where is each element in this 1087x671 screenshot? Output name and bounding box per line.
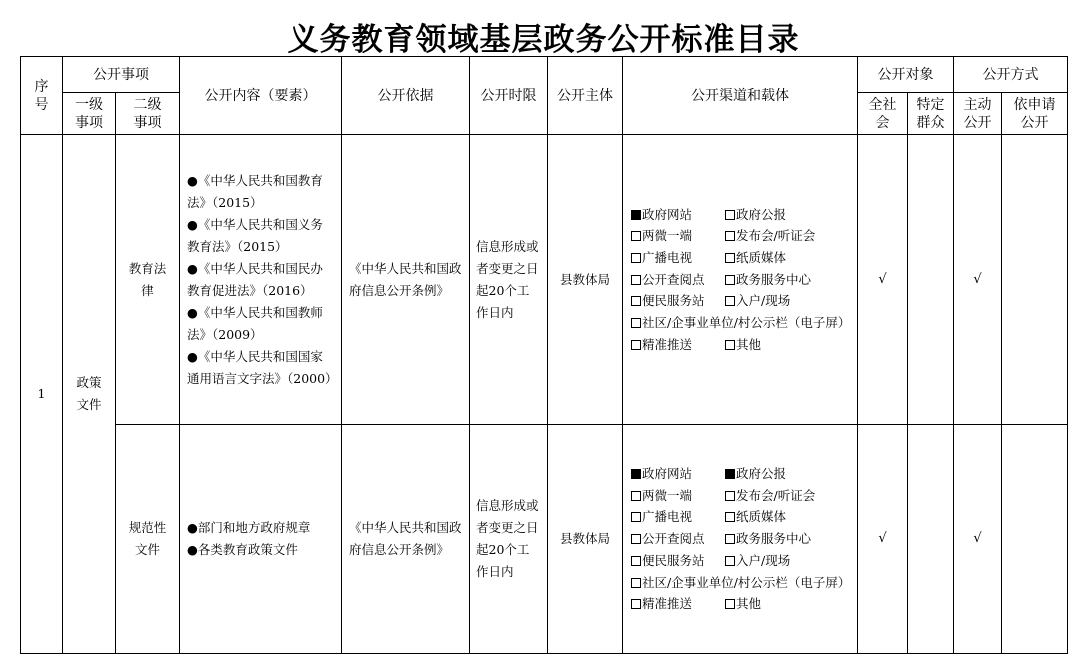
- table-row: [21, 135, 1068, 425]
- cell-basis: 《中华人民共和国政府信息公开条例》: [342, 425, 470, 654]
- header-subject: 公开主体: [548, 57, 623, 135]
- header-level1: 一级事项: [63, 93, 116, 135]
- channel-item: 政府公报: [725, 463, 786, 485]
- checkbox-icon: [631, 210, 641, 220]
- checkbox-icon: [631, 469, 641, 479]
- cell-active: √: [954, 425, 1002, 654]
- cell-content: [180, 425, 342, 654]
- cell-all-society: √: [858, 425, 908, 654]
- checkbox-icon: [631, 231, 641, 241]
- channel-item: 广播电视: [631, 247, 725, 269]
- table-row: [21, 425, 1068, 654]
- checkbox-icon: [631, 340, 641, 350]
- checkbox-icon: [631, 296, 641, 306]
- channel-item: 入户/现场: [725, 550, 790, 572]
- content-item: ●部门和地方政府规章: [187, 520, 311, 535]
- cell-channels: [623, 425, 858, 654]
- cell-on-request: [1002, 425, 1068, 654]
- header-method: 公开方式: [954, 57, 1068, 93]
- cell-seq: 1: [21, 135, 63, 654]
- checkbox-icon: [725, 534, 735, 544]
- channel-item: 公开查阅点: [631, 528, 725, 550]
- channel-item: 便民服务站: [631, 290, 725, 312]
- checkbox-icon: [631, 512, 641, 522]
- checkbox-icon: [725, 231, 735, 241]
- channel-item: 发布会/听证会: [725, 225, 815, 247]
- cell-subject: 县教体局: [548, 425, 623, 654]
- header-row-1: [21, 57, 1068, 93]
- channel-item: 政务服务中心: [725, 528, 811, 550]
- channel-item: 两微一端: [631, 225, 725, 247]
- cell-level2: 教育法律: [116, 135, 180, 425]
- channel-item: 纸质媒体: [725, 247, 786, 269]
- header-content: 公开内容（要素）: [180, 57, 342, 135]
- header-level2: 二级事项: [116, 93, 180, 135]
- checkbox-icon: [725, 210, 735, 220]
- checkbox-icon: [631, 578, 641, 588]
- catalog-table: [20, 56, 1068, 654]
- header-method-active: 主动公开: [954, 93, 1002, 135]
- cell-channels: [623, 135, 858, 425]
- content-item: ●各类教育政策文件: [187, 542, 298, 557]
- checkbox-icon: [631, 534, 641, 544]
- checkbox-icon: [725, 275, 735, 285]
- channel-item: 政府网站: [631, 204, 725, 226]
- cell-content: [180, 135, 342, 425]
- channel-item: 政务服务中心: [725, 269, 811, 291]
- header-seq: 序号: [21, 57, 63, 135]
- channel-item: 政府公报: [725, 204, 786, 226]
- cell-specific-group: [908, 135, 954, 425]
- channel-item: 政府网站: [631, 463, 725, 485]
- checkbox-icon: [631, 253, 641, 263]
- channel-item: 其他: [725, 334, 761, 356]
- content-item: ●《中华人民共和国民办教育促进法》（2016）: [187, 260, 323, 298]
- channel-item: 社区/企事业单位/村公示栏（电子屏）: [631, 572, 850, 594]
- channel-item: 便民服务站: [631, 550, 725, 572]
- cell-level1: 政策文件: [63, 135, 116, 654]
- channel-item: 社区/企事业单位/村公示栏（电子屏）: [631, 312, 850, 334]
- checkbox-icon: [725, 469, 735, 479]
- checkbox-icon: [631, 599, 641, 609]
- header-audience-all: 全社会: [858, 93, 908, 135]
- content-item: ●《中华人民共和国义务教育法》（2015）: [187, 216, 323, 254]
- channel-item: 公开查阅点: [631, 269, 725, 291]
- checkbox-icon: [725, 599, 735, 609]
- header-channels: 公开渠道和载体: [623, 57, 858, 135]
- page-title: 义务教育领域基层政务公开标准目录: [287, 22, 800, 58]
- checkbox-icon: [725, 296, 735, 306]
- cell-specific-group: [908, 425, 954, 654]
- channel-item: 其他: [725, 593, 761, 615]
- channel-item: 入户/现场: [725, 290, 790, 312]
- channel-item: 纸质媒体: [725, 506, 786, 528]
- checkbox-icon: [725, 253, 735, 263]
- cell-subject: 县教体局: [548, 135, 623, 425]
- cell-all-society: √: [858, 135, 908, 425]
- cell-time-limit: 信息形成或者变更之日起20个工作日内: [470, 425, 548, 654]
- cell-active: √: [954, 135, 1002, 425]
- cell-basis: 《中华人民共和国政府信息公开条例》: [342, 135, 470, 425]
- content-item: ●《中华人民共和国教育法》（2015）: [187, 172, 323, 210]
- checkbox-icon: [725, 512, 735, 522]
- cell-level2: 规范性文件: [116, 425, 180, 654]
- header-public-matters: 公开事项: [63, 57, 180, 93]
- channel-item: 两微一端: [631, 485, 725, 507]
- header-basis: 公开依据: [342, 57, 470, 135]
- cell-time-limit: 信息形成或者变更之日起20个工作日内: [470, 135, 548, 425]
- checkbox-icon: [725, 556, 735, 566]
- channel-item: 广播电视: [631, 506, 725, 528]
- content-item: ●《中华人民共和国教师法》（2009）: [187, 304, 323, 342]
- content-item: ●《中华人民共和国国家通用语言文字法》（2000）: [187, 348, 338, 386]
- channel-item: 精准推送: [631, 334, 725, 356]
- checkbox-icon: [725, 491, 735, 501]
- header-method-request: 依申请公开: [1002, 93, 1068, 135]
- header-audience-specific: 特定群众: [908, 93, 954, 135]
- checkbox-icon: [631, 556, 641, 566]
- checkbox-icon: [631, 275, 641, 285]
- checkbox-icon: [631, 491, 641, 501]
- header-audience: 公开对象: [858, 57, 954, 93]
- cell-on-request: [1002, 135, 1068, 425]
- channel-item: 精准推送: [631, 593, 725, 615]
- checkbox-icon: [725, 340, 735, 350]
- checkbox-icon: [631, 318, 641, 328]
- channel-item: 发布会/听证会: [725, 485, 815, 507]
- header-time-limit: 公开时限: [470, 57, 548, 135]
